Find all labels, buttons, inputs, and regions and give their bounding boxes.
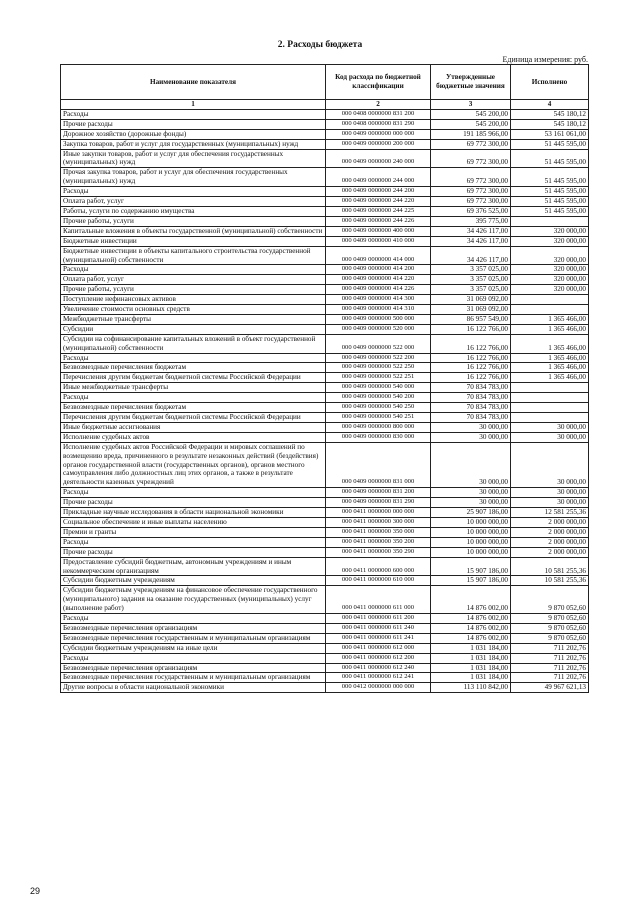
row-plan: 14 876 002,00 (431, 586, 511, 614)
row-plan: 1 031 184,00 (431, 643, 511, 653)
row-name: Увеличение стоимости основных средств (61, 305, 326, 315)
row-done: 51 445 595,00 (511, 139, 589, 149)
row-name: Другие вопросы в области национальной экономики (61, 683, 326, 693)
row-code: 000 0408 0000000 831 290 (326, 119, 431, 129)
table-row (61, 129, 589, 139)
row-code: 000 0409 0000000 410 000 (326, 236, 431, 246)
table-row (61, 187, 589, 197)
row-code: 000 0409 0000000 244 226 (326, 216, 431, 226)
row-code: 000 0411 0000000 300 000 (326, 517, 431, 527)
row-plan: 14 876 002,00 (431, 623, 511, 633)
row-done: 320 000,00 (511, 275, 589, 285)
row-code: 000 0411 0000000 000 000 (326, 508, 431, 518)
row-name: Прочая закупка товаров, работ и услуг для обеспечения государственных (муниципальных) нужд (61, 168, 326, 187)
row-code: 000 0409 0000000 540 250 (326, 403, 431, 413)
row-code: 000 0409 0000000 830 000 (326, 432, 431, 442)
row-plan: 3 357 025,00 (431, 275, 511, 285)
row-done: 320 000,00 (511, 285, 589, 295)
row-code: 000 0411 0000000 611 240 (326, 623, 431, 633)
row-name: Бюджетные инвестиции (61, 236, 326, 246)
header-plan: Утвержденные бюджетные значения (431, 65, 511, 100)
row-code: 000 0409 0000000 522 251 (326, 373, 431, 383)
row-name: Расходы (61, 488, 326, 498)
row-done: 2 000 000,00 (511, 537, 589, 547)
row-plan: 70 834 783,00 (431, 413, 511, 423)
row-code: 000 0411 0000000 350 290 (326, 547, 431, 557)
table-row (61, 383, 589, 393)
row-done: 320 000,00 (511, 265, 589, 275)
row-code: 000 0411 0000000 611 241 (326, 633, 431, 643)
row-done (511, 295, 589, 305)
table-row (61, 275, 589, 285)
row-code: 000 0409 0000000 244 000 (326, 168, 431, 187)
row-name: Расходы (61, 653, 326, 663)
section-title: 2. Расходы бюджета (277, 40, 363, 50)
row-plan: 14 876 002,00 (431, 614, 511, 624)
table-row (61, 334, 589, 353)
row-plan: 34 426 117,00 (431, 246, 511, 265)
table-row (61, 324, 589, 334)
row-code: 000 0409 0000000 400 000 (326, 226, 431, 236)
row-plan: 113 110 842,00 (431, 683, 511, 693)
table-row (61, 226, 589, 236)
row-plan: 395 775,00 (431, 216, 511, 226)
table-row (61, 673, 589, 683)
row-plan: 69 772 300,00 (431, 197, 511, 207)
row-name: Расходы (61, 353, 326, 363)
row-code: 000 0409 0000000 414 300 (326, 295, 431, 305)
row-done: 711 202,76 (511, 663, 589, 673)
row-plan: 69 772 300,00 (431, 187, 511, 197)
row-code: 000 0409 0000000 520 000 (326, 324, 431, 334)
table-row (61, 488, 589, 498)
column-number-row (61, 100, 589, 110)
row-plan: 70 834 783,00 (431, 393, 511, 403)
table-row (61, 663, 589, 673)
row-done: 2 000 000,00 (511, 517, 589, 527)
row-code: 000 0409 0000000 540 000 (326, 383, 431, 393)
table-row (61, 442, 589, 488)
row-done: 320 000,00 (511, 236, 589, 246)
table-row (61, 643, 589, 653)
table-row (61, 517, 589, 527)
row-name: Субсидии (61, 324, 326, 334)
row-code: 000 0411 0000000 612 000 (326, 643, 431, 653)
row-name: Расходы (61, 537, 326, 547)
row-done: 30 000,00 (511, 432, 589, 442)
table-row (61, 557, 589, 576)
row-code: 000 0409 0000000 800 000 (326, 422, 431, 432)
row-code: 000 0409 0000000 000 000 (326, 129, 431, 139)
row-done: 1 365 466,00 (511, 314, 589, 324)
row-name: Безвозмездные перечисления организациям (61, 663, 326, 673)
row-name: Иные межбюджетные трансферты (61, 383, 326, 393)
row-code: 000 0409 0000000 500 000 (326, 314, 431, 324)
row-code: 000 0408 0000000 831 200 (326, 109, 431, 119)
row-plan: 10 000 000,00 (431, 517, 511, 527)
table-row (61, 527, 589, 537)
row-name: Безвозмездные перечисления организациям (61, 623, 326, 633)
row-plan: 1 031 184,00 (431, 653, 511, 663)
row-done: 30 000,00 (511, 442, 589, 488)
row-code: 000 0409 0000000 540 200 (326, 393, 431, 403)
table-row (61, 683, 589, 693)
row-plan: 1 031 184,00 (431, 673, 511, 683)
column-number: 3 (431, 100, 511, 110)
row-done: 2 000 000,00 (511, 547, 589, 557)
row-plan: 10 000 000,00 (431, 527, 511, 537)
row-plan: 69 376 525,00 (431, 206, 511, 216)
row-name: Перечисления другим бюджетам бюджетной системы Российской Федерации (61, 413, 326, 423)
row-plan: 545 200,00 (431, 119, 511, 129)
row-plan: 16 122 766,00 (431, 353, 511, 363)
row-name: Премии и гранты (61, 527, 326, 537)
column-number: 2 (326, 100, 431, 110)
row-plan: 191 185 966,00 (431, 129, 511, 139)
row-done (511, 393, 589, 403)
row-code: 000 0409 0000000 200 000 (326, 139, 431, 149)
row-name: Прикладные научные исследования в области национальной экономики (61, 508, 326, 518)
table-row (61, 432, 589, 442)
row-plan: 14 876 002,00 (431, 633, 511, 643)
row-plan: 16 122 766,00 (431, 363, 511, 373)
row-plan: 1 031 184,00 (431, 663, 511, 673)
row-name: Прочие расходы (61, 498, 326, 508)
row-plan: 16 122 766,00 (431, 373, 511, 383)
row-name: Иные бюджетные ассигнования (61, 422, 326, 432)
row-name: Субсидии бюджетным учреждениям (61, 576, 326, 586)
row-code: 000 0412 0000000 000 000 (326, 683, 431, 693)
table-row (61, 363, 589, 373)
row-name: Безвозмездные перечисления государственным и муниципальным организациям (61, 633, 326, 643)
column-number: 1 (61, 100, 326, 110)
row-code: 000 0409 0000000 240 000 (326, 149, 431, 168)
row-done: 545 180,12 (511, 109, 589, 119)
row-done: 711 202,76 (511, 653, 589, 663)
table-row (61, 265, 589, 275)
row-code: 000 0409 0000000 414 310 (326, 305, 431, 315)
row-name: Прочие работы, услуги (61, 216, 326, 226)
header-name: Наименование показателя (61, 65, 326, 100)
row-plan: 70 834 783,00 (431, 383, 511, 393)
row-name: Бюджетные инвестиции в объекты капитального строительства государственной (муниципальной) собственности (61, 246, 326, 265)
table-row (61, 547, 589, 557)
table-row (61, 393, 589, 403)
row-name: Работы, услуги по содержанию имущества (61, 206, 326, 216)
row-plan: 69 772 300,00 (431, 149, 511, 168)
row-plan: 86 957 549,00 (431, 314, 511, 324)
row-plan: 70 834 783,00 (431, 403, 511, 413)
expenses-table (60, 64, 589, 693)
row-done: 1 365 466,00 (511, 334, 589, 353)
row-done: 320 000,00 (511, 246, 589, 265)
row-code: 000 0411 0000000 350 200 (326, 537, 431, 547)
row-name: Расходы (61, 265, 326, 275)
row-name: Расходы (61, 187, 326, 197)
row-code: 000 0409 0000000 414 200 (326, 265, 431, 275)
row-plan: 30 000,00 (431, 488, 511, 498)
row-done: 51 445 595,00 (511, 206, 589, 216)
row-name: Межбюджетные трансферты (61, 314, 326, 324)
row-code: 000 0409 0000000 540 251 (326, 413, 431, 423)
row-name: Безвозмездные перечисления бюджетам (61, 363, 326, 373)
row-done: 51 445 595,00 (511, 149, 589, 168)
table-row (61, 633, 589, 643)
row-plan: 30 000,00 (431, 432, 511, 442)
table-row (61, 314, 589, 324)
table-row (61, 586, 589, 614)
table-row (61, 653, 589, 663)
row-code: 000 0411 0000000 612 240 (326, 663, 431, 673)
table-row (61, 353, 589, 363)
column-number: 4 (511, 100, 589, 110)
row-done: 545 180,12 (511, 119, 589, 129)
row-code: 000 0409 0000000 522 200 (326, 353, 431, 363)
row-plan: 16 122 766,00 (431, 334, 511, 353)
row-done: 9 870 052,60 (511, 614, 589, 624)
row-code: 000 0409 0000000 244 220 (326, 197, 431, 207)
row-done: 2 000 000,00 (511, 527, 589, 537)
row-code: 000 0411 0000000 612 200 (326, 653, 431, 663)
row-name: Социальное обеспечение и иные выплаты населению (61, 517, 326, 527)
row-code: 000 0409 0000000 522 000 (326, 334, 431, 353)
row-done: 49 967 621,13 (511, 683, 589, 693)
row-done (511, 305, 589, 315)
row-done: 51 445 595,00 (511, 197, 589, 207)
row-plan: 25 907 186,00 (431, 508, 511, 518)
row-done (511, 383, 589, 393)
row-done: 1 365 466,00 (511, 373, 589, 383)
row-plan: 31 069 092,00 (431, 295, 511, 305)
row-plan: 69 772 300,00 (431, 168, 511, 187)
row-plan: 10 000 000,00 (431, 547, 511, 557)
row-plan: 16 122 766,00 (431, 324, 511, 334)
row-plan: 69 772 300,00 (431, 139, 511, 149)
page-number: 29 (30, 886, 41, 896)
row-name: Субсидии на софинансирование капитальных вложений в объект государственной (муниципальной) собственности (61, 334, 326, 353)
row-plan: 30 000,00 (431, 498, 511, 508)
row-name: Расходы (61, 393, 326, 403)
row-done: 51 445 595,00 (511, 168, 589, 187)
row-done: 1 365 466,00 (511, 324, 589, 334)
row-name: Субсидии бюджетным учреждениям на иные цели (61, 643, 326, 653)
row-code: 000 0409 0000000 522 250 (326, 363, 431, 373)
header-done: Исполнено (511, 65, 589, 100)
row-name: Прочие расходы (61, 119, 326, 129)
table-row (61, 109, 589, 119)
row-code: 000 0411 0000000 611 200 (326, 614, 431, 624)
row-name: Закупка товаров, работ и услуг для государственных (муниципальных) нужд (61, 139, 326, 149)
row-name: Оплата работ, услуг (61, 197, 326, 207)
table-row (61, 305, 589, 315)
row-name: Оплата работ, услуг (61, 275, 326, 285)
table-row (61, 197, 589, 207)
row-name: Субсидии бюджетным учреждениям на финансовое обеспечение государственного (муниципального) задания на оказание государственных (муниципальных) услуг (выполнение работ) (61, 586, 326, 614)
table-row (61, 413, 589, 423)
table-header-row (61, 65, 589, 100)
row-code: 000 0411 0000000 350 000 (326, 527, 431, 537)
header-code: Код расхода по бюджетной классификации (326, 65, 431, 100)
table-row (61, 119, 589, 129)
row-plan: 34 426 117,00 (431, 236, 511, 246)
row-code: 000 0409 0000000 414 000 (326, 246, 431, 265)
row-code: 000 0411 0000000 610 000 (326, 576, 431, 586)
row-done: 53 161 061,00 (511, 129, 589, 139)
table-row (61, 236, 589, 246)
row-done: 320 000,00 (511, 226, 589, 236)
row-name: Предоставление субсидий бюджетным, автономным учреждениям и иным некоммерческим организациям (61, 557, 326, 576)
table-row (61, 422, 589, 432)
row-name: Дорожное хозяйство (дорожные фонды) (61, 129, 326, 139)
table-row (61, 285, 589, 295)
table-row (61, 614, 589, 624)
row-done (511, 413, 589, 423)
row-done (511, 403, 589, 413)
row-name: Безвозмездные перечисления государственным и муниципальным организациям (61, 673, 326, 683)
row-done: 10 581 255,36 (511, 557, 589, 576)
table-row (61, 623, 589, 633)
row-done: 711 202,76 (511, 673, 589, 683)
row-plan: 15 907 186,00 (431, 557, 511, 576)
row-name: Прочие расходы (61, 547, 326, 557)
row-name: Капитальные вложения в объекты государственной (муниципальной) собственности (61, 226, 326, 236)
row-code: 000 0409 0000000 831 290 (326, 498, 431, 508)
row-done: 30 000,00 (511, 488, 589, 498)
row-code: 000 0411 0000000 612 241 (326, 673, 431, 683)
row-name: Прочие работы, услуги (61, 285, 326, 295)
row-code: 000 0409 0000000 244 225 (326, 206, 431, 216)
row-code: 000 0411 0000000 600 000 (326, 557, 431, 576)
row-plan: 34 426 117,00 (431, 226, 511, 236)
row-plan: 3 357 025,00 (431, 285, 511, 295)
row-name: Поступление нефинансовых активов (61, 295, 326, 305)
row-done: 1 365 466,00 (511, 353, 589, 363)
row-name: Расходы (61, 109, 326, 119)
row-done (511, 216, 589, 226)
row-name: Расходы (61, 614, 326, 624)
table-row (61, 246, 589, 265)
table-row (61, 576, 589, 586)
table-row (61, 139, 589, 149)
row-plan: 31 069 092,00 (431, 305, 511, 315)
table-row (61, 295, 589, 305)
row-done: 30 000,00 (511, 498, 589, 508)
row-code: 000 0411 0000000 611 000 (326, 586, 431, 614)
row-done: 10 581 255,36 (511, 576, 589, 586)
row-done: 30 000,00 (511, 422, 589, 432)
row-code: 000 0409 0000000 831 000 (326, 442, 431, 488)
row-plan: 545 200,00 (431, 109, 511, 119)
row-name: Перечисления другим бюджетам бюджетной системы Российской Федерации (61, 373, 326, 383)
table-row (61, 149, 589, 168)
row-code: 000 0409 0000000 831 200 (326, 488, 431, 498)
row-code: 000 0409 0000000 414 226 (326, 285, 431, 295)
unit-of-measure: Единица измерения: руб. (502, 55, 588, 64)
row-done: 9 870 052,60 (511, 586, 589, 614)
table-row (61, 168, 589, 187)
row-code: 000 0409 0000000 244 200 (326, 187, 431, 197)
row-done: 9 870 052,60 (511, 633, 589, 643)
row-done: 711 202,76 (511, 643, 589, 653)
row-name: Безвозмездные перечисления бюджетам (61, 403, 326, 413)
table-body (61, 109, 589, 692)
table-row (61, 206, 589, 216)
table-row (61, 508, 589, 518)
table-row (61, 537, 589, 547)
row-name: Иные закупки товаров, работ и услуг для обеспечения государственных (муниципальных) нужд (61, 149, 326, 168)
row-name: Исполнение судебных актов (61, 432, 326, 442)
row-code: 000 0409 0000000 414 220 (326, 275, 431, 285)
table-row (61, 373, 589, 383)
row-plan: 30 000,00 (431, 442, 511, 488)
row-name: Исполнение судебных актов Российской Федерации и мировых соглашений по возмещению вреда, причиненного в результате незаконных действий (бездействия) органов государственной власти (государственных органов), органов местного самоуправления либо должностных лиц этих органов, а также в результате деятельности казенных учреждений (61, 442, 326, 488)
row-plan: 10 000 000,00 (431, 537, 511, 547)
row-done: 51 445 595,00 (511, 187, 589, 197)
table-row (61, 216, 589, 226)
row-done: 12 581 255,36 (511, 508, 589, 518)
row-plan: 15 907 186,00 (431, 576, 511, 586)
table-row (61, 403, 589, 413)
row-done: 1 365 466,00 (511, 363, 589, 373)
row-plan: 30 000,00 (431, 422, 511, 432)
table-row (61, 498, 589, 508)
row-done: 9 870 052,60 (511, 623, 589, 633)
row-plan: 3 357 025,00 (431, 265, 511, 275)
